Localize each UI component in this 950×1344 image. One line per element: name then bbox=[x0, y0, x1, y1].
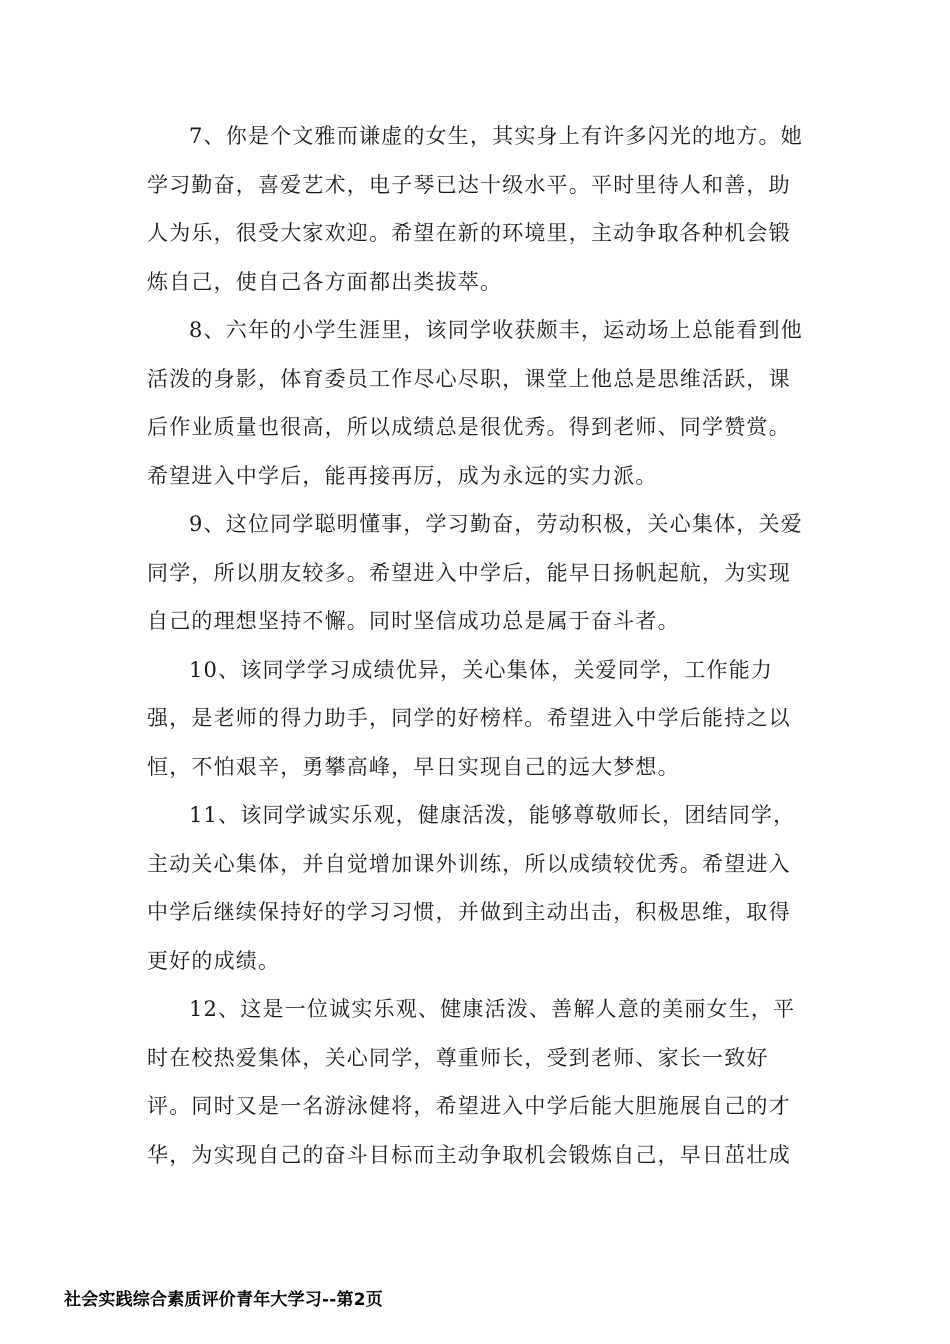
paragraph-line: 12、这是一位诚实乐观、健康活泼、善解人意的美丽女生，平 bbox=[189, 997, 796, 1021]
paragraph-line: 自己的理想坚持不懈。同时坚信成功总是属于奋斗者。 bbox=[147, 609, 680, 633]
paragraph-9 bbox=[147, 500, 807, 646]
paragraph-line: 8、六年的小学生涯里，该同学收获颇丰，运动场上总能看到他 bbox=[189, 318, 803, 342]
paragraph-line: 中学后继续保持好的学习习惯，并做到主动出击，积极思维，取得 bbox=[147, 900, 791, 924]
page-footer: 社会实践综合素质评价青年大学习--第2页 bbox=[64, 1290, 383, 1310]
paragraph-line: 学习勤奋，喜爱艺术，电子琴已达十级水平。平时里待人和善，助 bbox=[147, 172, 791, 197]
paragraph-line: 强，是老师的得力助手，同学的好榜样。希望进入中学后能持之以 bbox=[147, 706, 791, 730]
paragraph-line: 华，为实现自己的奋斗目标而主动争取机会锻炼自己，早日茁壮成 bbox=[147, 1142, 791, 1167]
paragraph-line: 炼自己，使自己各方面都出类拔萃。 bbox=[147, 269, 503, 294]
paragraph-line: 主动关心集体，并自觉增加课外训练，所以成绩较优秀。希望进入 bbox=[147, 851, 791, 876]
paragraph-line: 希望进入中学后，能再接再厉，成为永远的实力派。 bbox=[147, 463, 658, 488]
paragraph-line: 恒，不怕艰辛，勇攀高峰，早日实现自己的远大梦想。 bbox=[147, 754, 680, 779]
paragraph-12 bbox=[147, 985, 807, 1179]
paragraph-11 bbox=[147, 791, 807, 985]
paragraph-line: 评。同时又是一名游泳健将，希望进入中学后能大胆施展自己的才 bbox=[147, 1094, 791, 1118]
paragraph-line: 活泼的身影，体育委员工作尽心尽职，课堂上他总是思维活跃，课 bbox=[147, 366, 791, 391]
document-body bbox=[147, 112, 807, 1179]
paragraph-line: 时在校热爱集体，关心同学，尊重师长，受到老师、家长一致好 bbox=[147, 1045, 769, 1070]
paragraph-line: 同学，所以朋友较多。希望进入中学后，能早日扬帆起航，为实现 bbox=[147, 560, 791, 585]
paragraph-7 bbox=[147, 112, 807, 306]
paragraph-10 bbox=[147, 646, 807, 792]
paragraph-line: 后作业质量也很高，所以成绩总是很优秀。得到老师、同学赞赏。 bbox=[147, 415, 791, 439]
paragraph-line: 11、该同学诚实乐观，健康活泼，能够尊敬师长，团结同学， bbox=[189, 803, 796, 827]
paragraph-line: 更好的成绩。 bbox=[147, 948, 281, 973]
paragraph-line: 人为乐，很受大家欢迎。希望在新的环境里，主动争取各种机会锻 bbox=[147, 221, 791, 245]
paragraph-line: 9、这位同学聪明懂事，学习勤奋，劳动积极，关心集体，关爱 bbox=[189, 512, 803, 536]
paragraph-line: 10、该同学学习成绩优异，关心集体，关爱同学，工作能力 bbox=[189, 657, 774, 682]
paragraph-8 bbox=[147, 306, 807, 500]
paragraph-line: 7、你是个文雅而谦虚的女生，其实身上有许多闪光的地方。她 bbox=[189, 124, 803, 148]
